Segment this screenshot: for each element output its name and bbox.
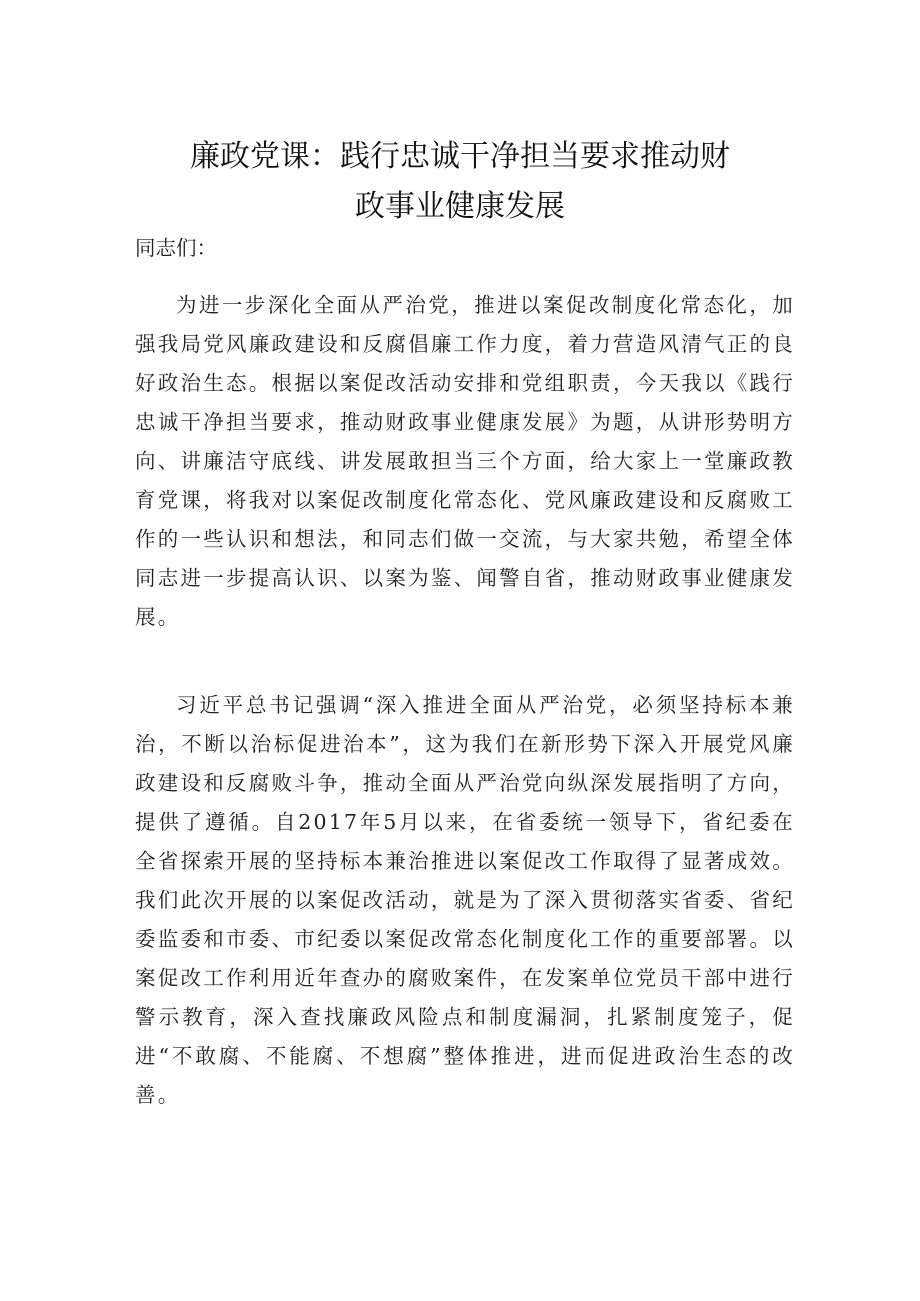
- title-line-2: 政事业健康发展: [355, 189, 565, 225]
- salutation: 同志们：: [135, 236, 217, 260]
- title-line-1: 廉政党课：践行忠诚干净担当要求推动财: [190, 139, 730, 175]
- paragraph-2: 习近平总书记强调“深入推进全面从严治党，必须坚持标本兼治，不断以治标促进治本”，这为我们在新形势下深入开展党风廉政建设和反腐败斗争，推动全面从严治党向纵深发展指明了方向，提供了遵循。自2017年5月以来，在省委统一领导下，省纪委在全省探索开展的坚持标本兼治推进以案促改工作取得了显著成效。我们此次开展的以案促改活动，就是为了深入贯彻落实省委、省纪委监委和市委、市纪委以案促改常态化制度化工作的重要部署。以案促改工作利用近年查办的腐败案件，在发案单位党员干部中进行警示教育，深入查找廉政风险点和制度漏洞，扎紧制度笼子，促进“不敢腐、不能腐、不想腐”整体推进，进而促进政治生态的改善。: [135, 693, 795, 1107]
- document-title: [100, 132, 820, 232]
- paragraph-1: 为进一步深化全面从严治党，推进以案促改制度化常态化，加强我局党风廉政建设和反腐倡廉工作力度，着力营造风清气正的良好政治生态。根据以案促改活动安排和党组职责，今天我以《践行忠诚干净担当要求，推动财政事业健康发展》为题，从讲形势明方向、讲廉洁守底线、讲发展敢担当三个方面，给大家上一堂廉政教育党课，将我对以案促改制度化常态化、党风廉政建设和反腐败工作的一些认识和想法，和同志们做一交流，与大家共勉，希望全体同志进一步提高认识、以案为鉴、闻警自省，推动财政事业健康发展。: [135, 293, 795, 629]
